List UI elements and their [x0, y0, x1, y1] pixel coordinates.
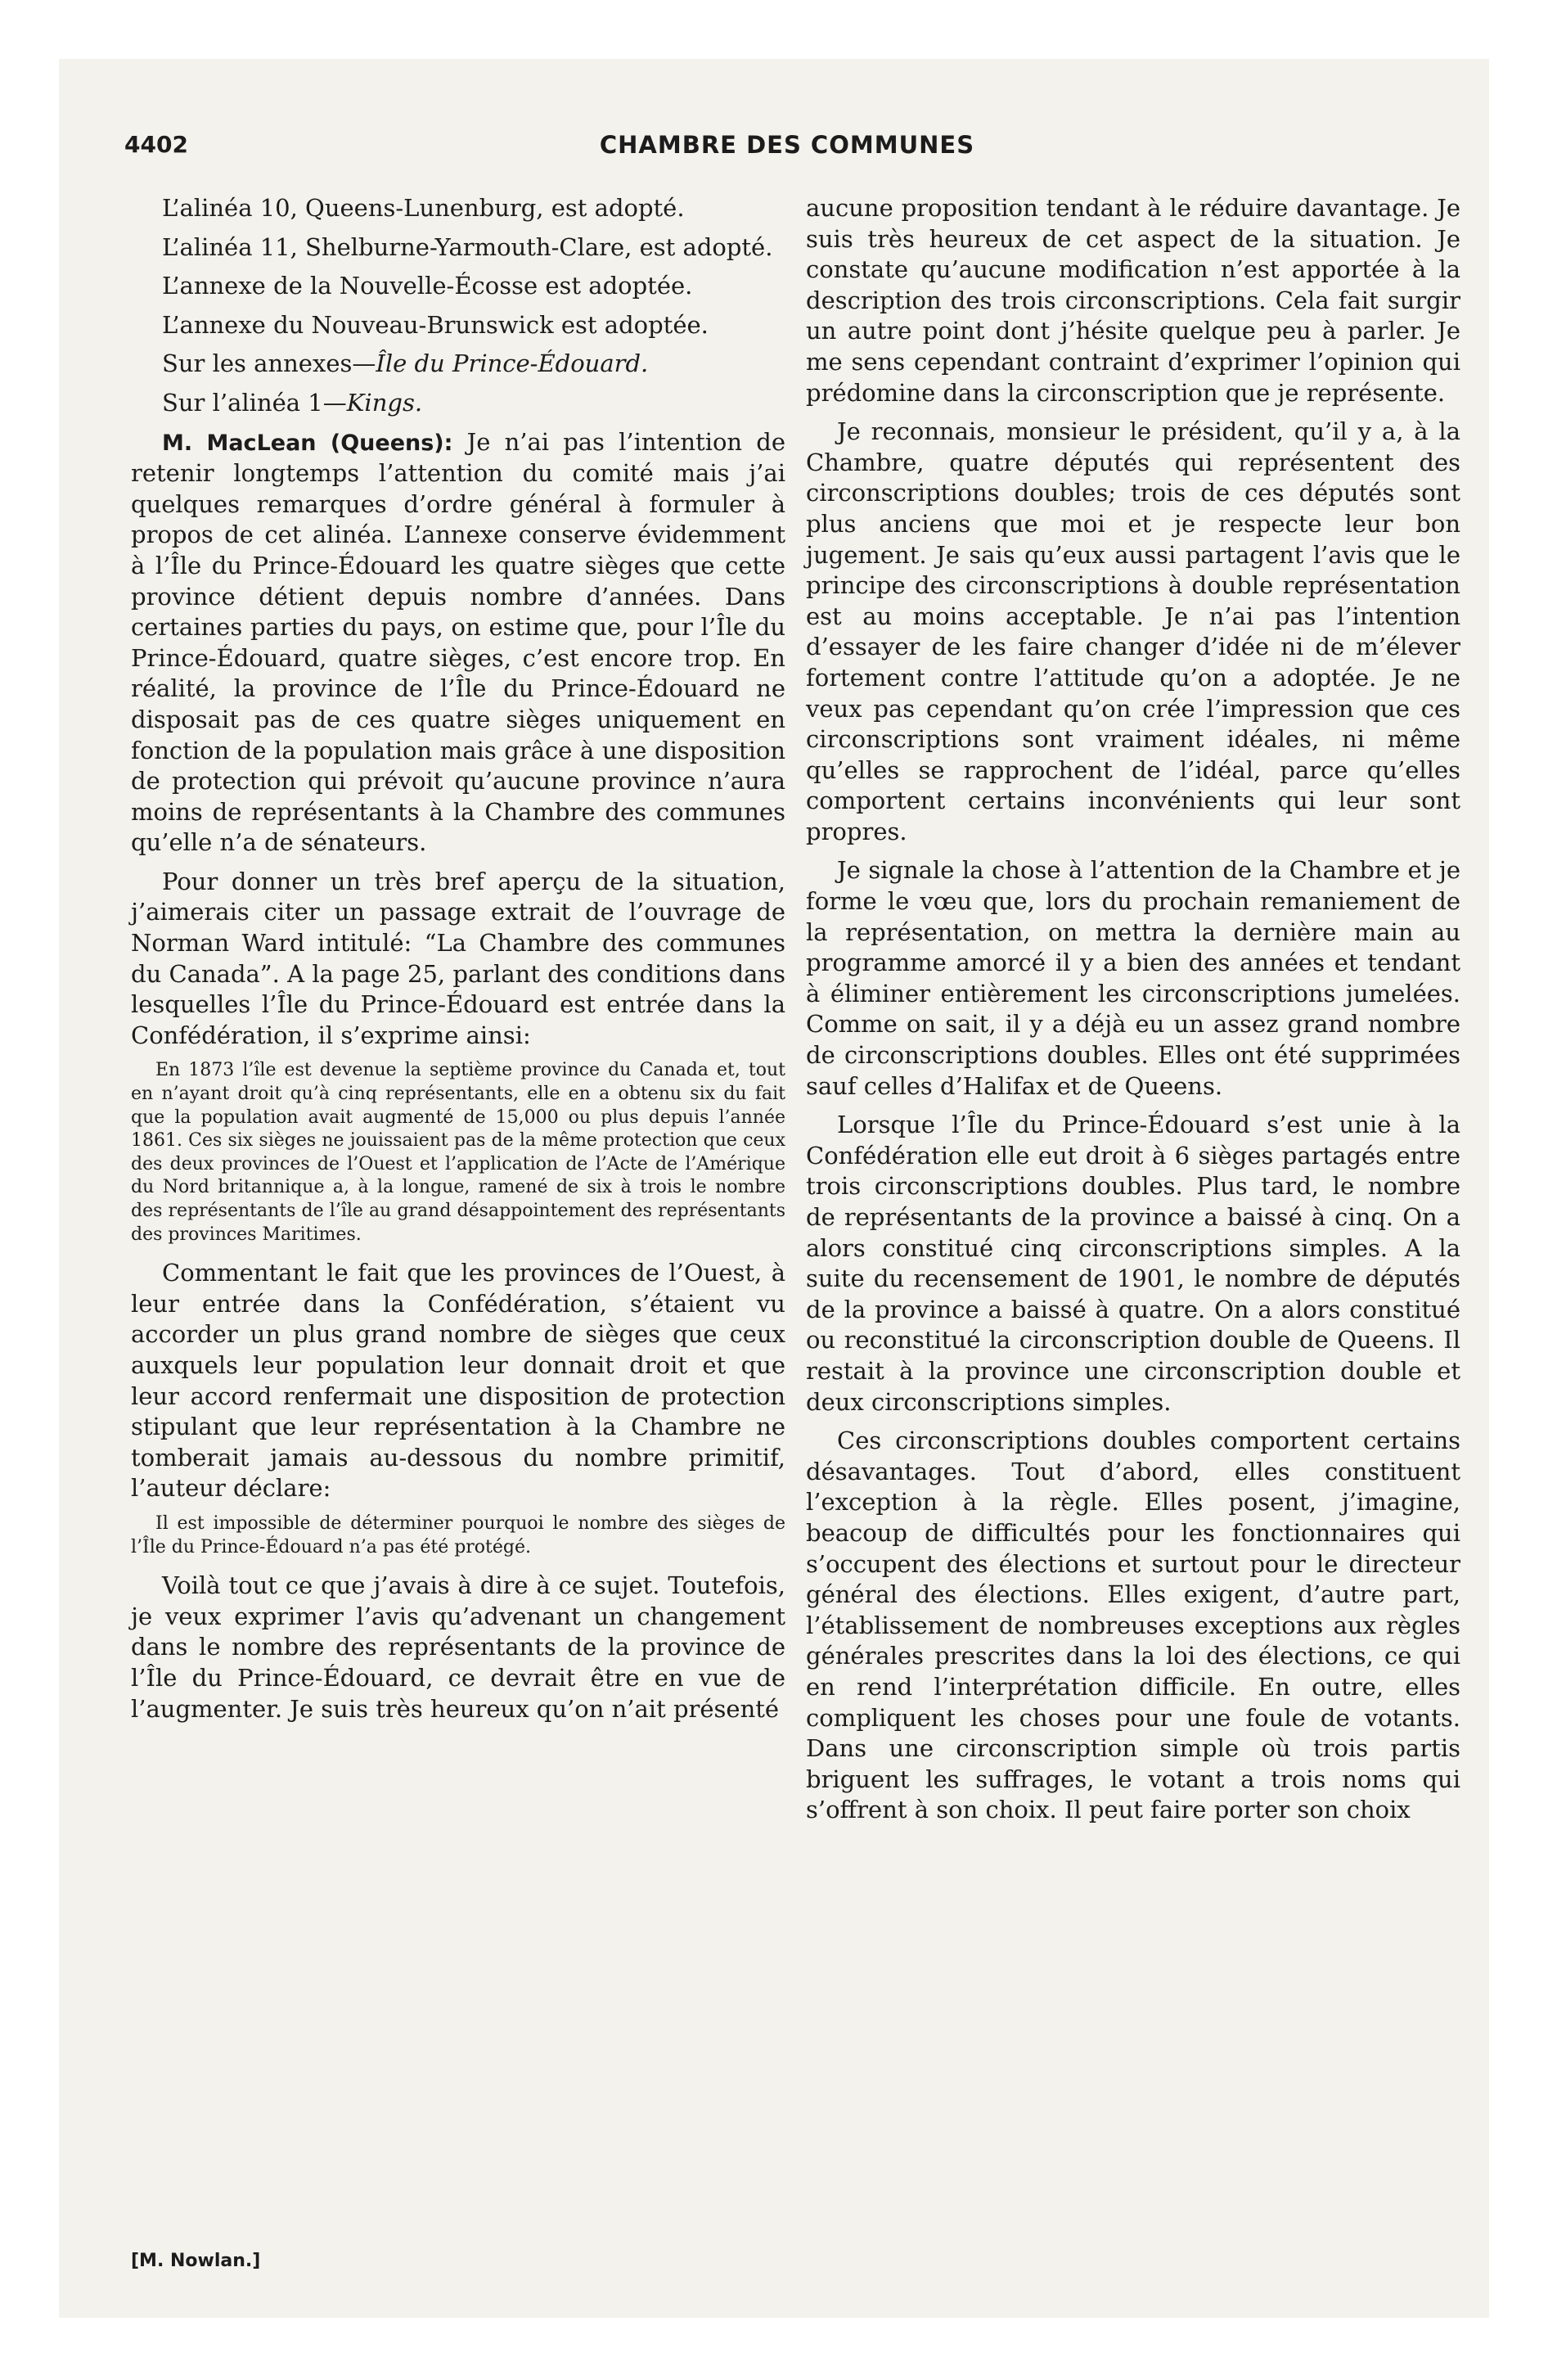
- speech-paragraph: [131, 427, 785, 859]
- speaker-footnote: [M. Nowlan.]: [131, 2251, 261, 2271]
- running-title: CHAMBRE DES COMMUNES: [599, 131, 975, 159]
- paragraph: Ces circonscriptions doubles comportent certains désavantages. Tout d’abord, elles constituent l’exception à la règle. Elles posent, j’imagine, beacoup de difficultés pour les fonctionnaires qui s’occupent des élections et surtout pour le directeur général des élections. Elles exigent, d’autre part, l’établissement de nombreuses exceptions aux règles générales prescrites dans la loi des élections, ce qui en rend l’interprétation difficile. En outre, elles compliquent les choses pour une foule de votants. Dans une circonscription simple où trois partis briguent les suffrages, le votant a trois noms qui s’offrent à son choix. Il peut faire porter son choix: [806, 1427, 1460, 1824]
- block-quote: En 1873 l’île est devenue la septième province du Canada et, tout en n’ayant droit qu’à cinq représentants, elle en a obtenu six du fait que la population avait augmenté de 15,000 ou plus depuis l’année 1861. Ces six sièges ne jouissaient pas de la même protection que ceux des deux provinces de l’Ouest et l’application de l’Acte de l’Amérique du Nord britannique a, à la longue, ramené de six à trois le nombre des représentants de l’île au grand désappointement des représentants des provinces Maritimes.: [131, 1060, 785, 1245]
- paragraph: Je reconnais, monsieur le président, qu’il y a, à la Chambre, quatre députés qui représentent des circonscriptions doubles; trois de ces députés sont plus anciens que moi et je respecte leur bon jugement. Je sais qu’eux aussi partagent l’avis que le principe des circonscriptions à double représentation est au moins acceptable. Je n’ai pas l’intention d’essayer de les faire changer d’idée ni de m’élever fortement contre l’attitude qu’on a adoptée. Je ne veux pas cependant qu’on crée l’impression que ces circonscriptions sont vraiment idéales, ni même qu’elles se rapprochent de l’idéal, parce qu’elles comportent certains inconvénients qui leur sont propres.: [806, 417, 1460, 845]
- right-column: [806, 193, 1460, 1834]
- paragraph: [131, 388, 785, 419]
- paragraph: L’annexe du Nouveau-Brunswick est adoptée.: [162, 310, 709, 339]
- paragraph: L’alinéa 10, Queens-Lunenburg, est adopté.: [162, 194, 685, 222]
- paragraph: aucune proposition tendant à le réduire davantage. Je suis très heureux de cet aspect de la situation. Je constate qu’aucune modification n’est apportée à la description des trois circonscriptions. Cela fait surgir un autre point dont j’hésite quelque peu à parler. Je me sens cependant contraint d’exprimer l’opinion qui prédomine dans la circonscription que je représente.: [806, 194, 1460, 407]
- page-number: 4402: [124, 131, 188, 158]
- annex-title: Île du Prince-Édouard.: [376, 349, 649, 378]
- paragraph: Lorsque l’Île du Prince-Édouard s’est unie à la Confédération elle eut droit à 6 sièges partagés entre trois circonscriptions doubles. Plus tard, le nombre de représentants de la province a baissé à cinq. On a alors constitué cinq circonscriptions simples. A la suite du recensement de 1901, le nombre de députés de la province a baissé à quatre. On a alors constitué ou reconstitué la circonscription double de Queens. Il restait à la province une circonscription double et deux circonscriptions simples.: [806, 1111, 1460, 1416]
- paragraph: Voilà tout ce que j’avais à dire à ce sujet. Toutefois, je veux exprimer l’avis qu’advenant un changement dans le nombre des représentants de la province de l’Île du Prince-Édouard, ce devrait être en vue de l’augmenter. Je suis très heureux qu’on n’ait présenté: [131, 1571, 785, 1723]
- paragraph: L’annexe de la Nouvelle-Écosse est adoptée.: [162, 272, 693, 300]
- clause-prefix: Sur l’alinéa 1—: [162, 388, 347, 417]
- paragraph: [131, 349, 785, 380]
- clause-title: Kings.: [346, 388, 423, 417]
- paragraph: Commentant le fait que les provinces de l’Ouest, à leur entrée dans la Confédération, s’étaient vu accorder un plus grand nombre de sièges que ceux auxquels leur population leur donnait droit et que leur accord renfermait une disposition de protection stipulant que leur représentation à la Chambre ne tomberait jamais au-dessous du nombre primitif, l’auteur déclare:: [131, 1259, 785, 1503]
- speaker-name: M. MacLean (Queens):: [162, 430, 453, 456]
- speech-text: Je n’ai pas l’intention de retenir longtemps l’attention du comité mais j’ai quelques remarques d’ordre général à formuler à propos de cet alinéa. L’annexe conserve évidemment à l’Île du Prince-Édouard les quatre sièges que cette province détient depuis nombre d’années. Dans certaines parties du pays, on estime que, pour l’Île du Prince-Édouard, quatre sièges, c’est encore trop. En réalité, la province de l’Île du Prince-Édouard ne disposait pas de ces quatre sièges uniquement en fonction de la population mais grâce à une disposition de protection qui prévoit qu’aucune province n’aura moins de représentants à la Chambre des communes qu’elle n’a de sénateurs.: [131, 427, 786, 857]
- annex-prefix: Sur les annexes—: [162, 349, 376, 378]
- left-column: [131, 193, 785, 1733]
- paragraph: L’alinéa 11, Shelburne-Yarmouth-Clare, est adopté.: [162, 232, 773, 261]
- page-header: [124, 131, 1450, 164]
- paragraph: Je signale la chose à l’attention de la Chambre et je forme le vœu que, lors du prochain remaniement de la représentation, on mettra la dernière main au programme amorcé il y a bien des années et tendant à éliminer entièrement les circonscriptions jumelées. Comme on sait, il y a déjà eu un assez grand nombre de circonscriptions doubles. Elles ont été supprimées sauf celles d’Halifax et de Queens.: [806, 856, 1460, 1100]
- paragraph: Pour donner un très bref aperçu de la situation, j’aimerais citer un passage extrait de l’ouvrage de Norman Ward intitulé: “La Chambre des communes du Canada”. A la page 25, parlant des conditions dans lesquelles l’Île du Prince-Édouard est entrée dans la Confédération, il s’exprime ainsi:: [131, 867, 785, 1049]
- block-quote: Il est impossible de déterminer pourquoi le nombre des sièges de l’Île du Prince-Édouard n’a pas été protégé.: [131, 1512, 785, 1557]
